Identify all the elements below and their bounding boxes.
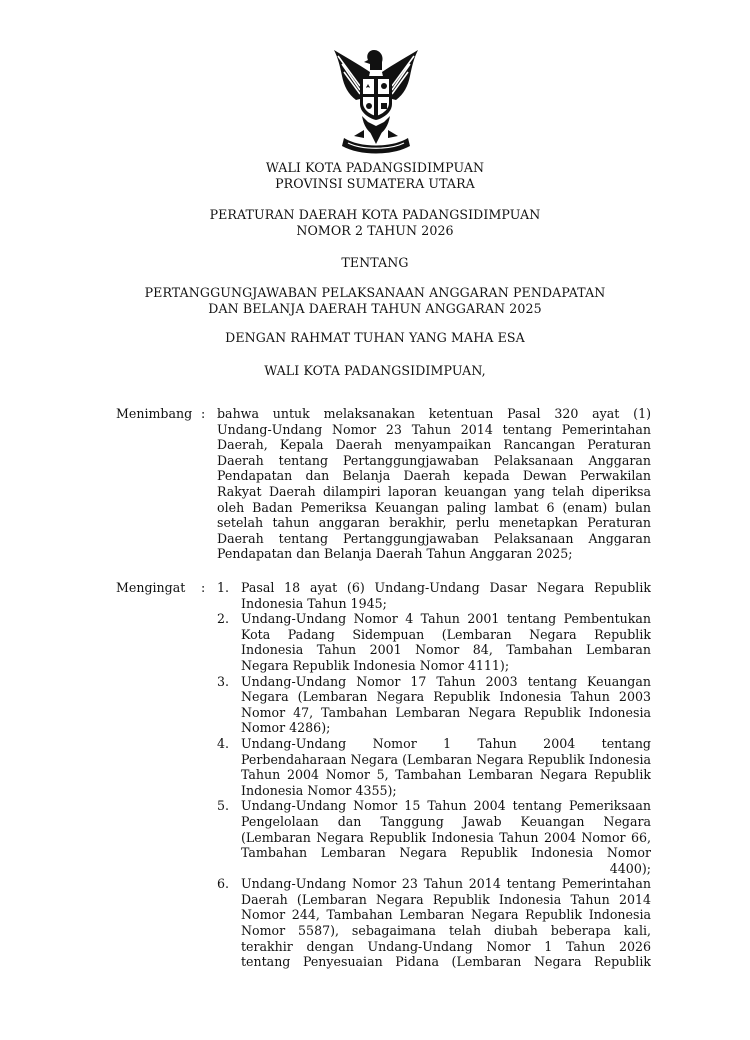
list-item-number: 3. [217, 673, 230, 689]
list-item [217, 580, 651, 611]
subject-block [0, 285, 750, 317]
list-item-line: Pengelolaan dan Tanggung Jawab Keuangan Negara [241, 813, 651, 829]
list-item-line: Nomor 5587), sebagaimana telah diubah beberapa kali, [241, 923, 651, 939]
list-item-line: Nomor 47, Tambahan Lembaran Negara Republik Indonesia [241, 704, 651, 720]
regulation-title: PERATURAN DAERAH KOTA PADANGSIDIMPUAN [209, 207, 541, 222]
menimbang-label: Menimbang [116, 406, 193, 421]
menimbang-paragraph [217, 406, 651, 562]
list-item-line: Undang-Undang Nomor 23 Tahun 2014 tentang Pemerintahan [241, 876, 651, 892]
mengingat-colon: : [201, 580, 206, 595]
issuer-signatory: WALI KOTA PADANGSIDIMPUAN, [264, 363, 486, 378]
list-item-line: Indonesia Nomor 4355); [241, 782, 397, 798]
list-item-line: Undang-Undang Nomor 1 Tahun 2004 tentang [241, 735, 651, 751]
subject-line-2: DAN BELANJA DAERAH TAHUN ANGGARAN 2025 [208, 301, 542, 316]
menimbang-line: Undang-Undang Nomor 23 Tahun 2014 tentang Pemerintahan [217, 421, 651, 437]
list-item-number: 6. [217, 876, 230, 892]
list-item-line: 4400); [609, 860, 651, 876]
issuer-province: PROVINSI SUMATERA UTARA [275, 176, 475, 191]
list-item-number: 4. [217, 735, 230, 751]
list-item-number: 2. [217, 611, 230, 627]
list-item-line: Indonesia Tahun 2001 Nomor 84, Tambahan Lembaran [241, 642, 651, 658]
issuer-title: WALI KOTA PADANGSIDIMPUAN [265, 160, 485, 175]
list-item [217, 736, 651, 798]
list-item-line: Negara (Lembaran Negara Republik Indonesia Tahun 2003 [241, 689, 651, 705]
list-item-line: Tahun 2004 Nomor 5, Tambahan Lembaran Negara Republik [241, 767, 651, 783]
menimbang-line: oleh Badan Pemeriksa Keuangan paling lambat 6 (enam) bulan [217, 499, 651, 515]
menimbang-line: setelah tahun anggaran berakhir, perlu menetapkan Peraturan [217, 515, 651, 531]
list-item-line: (Lembaran Negara Republik Indonesia Tahun 2004 Nomor 66, [241, 829, 651, 845]
list-item [217, 611, 651, 673]
list-item [217, 798, 651, 876]
list-item [217, 674, 651, 736]
tentang-heading: TENTANG [341, 255, 409, 270]
list-item-line: tentang Penyesuaian Pidana (Lembaran Negara Republik [241, 954, 651, 970]
list-item-line: Tambahan Lembaran Negara Republik Indonesia Nomor [241, 845, 651, 861]
list-item-line: Undang-Undang Nomor 15 Tahun 2004 tentang Pemeriksaan [241, 798, 651, 814]
list-item-line: Indonesia Tahun 1945; [241, 595, 387, 611]
mengingat-list [217, 580, 651, 970]
list-item-line: Nomor 244, Tambahan Lembaran Negara Republik Indonesia [241, 907, 651, 923]
garuda-emblem-icon [330, 46, 422, 158]
subject-line-1: PERTANGGUNGJAWABAN PELAKSANAAN ANGGARAN PENDAPATAN [144, 285, 606, 300]
mengingat-label: Mengingat [116, 580, 186, 595]
menimbang-line: bahwa untuk melaksanakan ketentuan Pasal 320 ayat (1) [217, 406, 651, 421]
menimbang-line: Daerah tentang Pertanggungjawaban Pelaksanaan Anggaran [217, 452, 651, 468]
list-item-line: Undang-Undang Nomor 17 Tahun 2003 tentang Keuangan [241, 673, 651, 689]
list-item-line: terakhir dengan Undang-Undang Nomor 1 Tahun 2026 [241, 938, 651, 954]
regulation-title-block [0, 207, 750, 239]
list-item-number: 1. [217, 580, 230, 595]
list-item-line: Perbendaharaan Negara (Lembaran Negara Republik Indonesia [241, 751, 651, 767]
list-item-line: Nomor 4286); [241, 720, 331, 736]
list-item-number: 5. [217, 798, 230, 814]
list-item-line: Pasal 18 ayat (6) Undang-Undang Dasar Negara Republik [241, 580, 651, 595]
invocation: DENGAN RAHMAT TUHAN YANG MAHA ESA [225, 330, 525, 345]
menimbang-line: Pendapatan dan Belanja Daerah Tahun Anggaran 2025; [217, 546, 573, 562]
regulation-number: NOMOR 2 TAHUN 2026 [296, 223, 454, 238]
menimbang-line: Daerah, Kepala Daerah menyampaikan Rancangan Peraturan [217, 437, 651, 453]
list-item-line: Daerah (Lembaran Negara Republik Indonesia Tahun 2014 [241, 891, 651, 907]
list-item-line: Kota Padang Sidempuan (Lembaran Negara Republik [241, 626, 651, 642]
menimbang-line: Rakyat Daerah dilampiri laporan keuangan yang telah diperiksa [217, 483, 651, 499]
list-item-line: Undang-Undang Nomor 4 Tahun 2001 tentang Pembentukan [241, 611, 651, 627]
menimbang-colon: : [201, 406, 206, 421]
list-item [217, 876, 651, 970]
issuer-block [0, 160, 750, 192]
menimbang-line: Daerah tentang Pertanggungjawaban Pelaksanaan Anggaran [217, 530, 651, 546]
list-item-line: Negara Republik Indonesia Nomor 4111); [241, 657, 510, 673]
menimbang-line: Pendapatan dan Belanja Daerah kepada Dewan Perwakilan [217, 468, 651, 484]
